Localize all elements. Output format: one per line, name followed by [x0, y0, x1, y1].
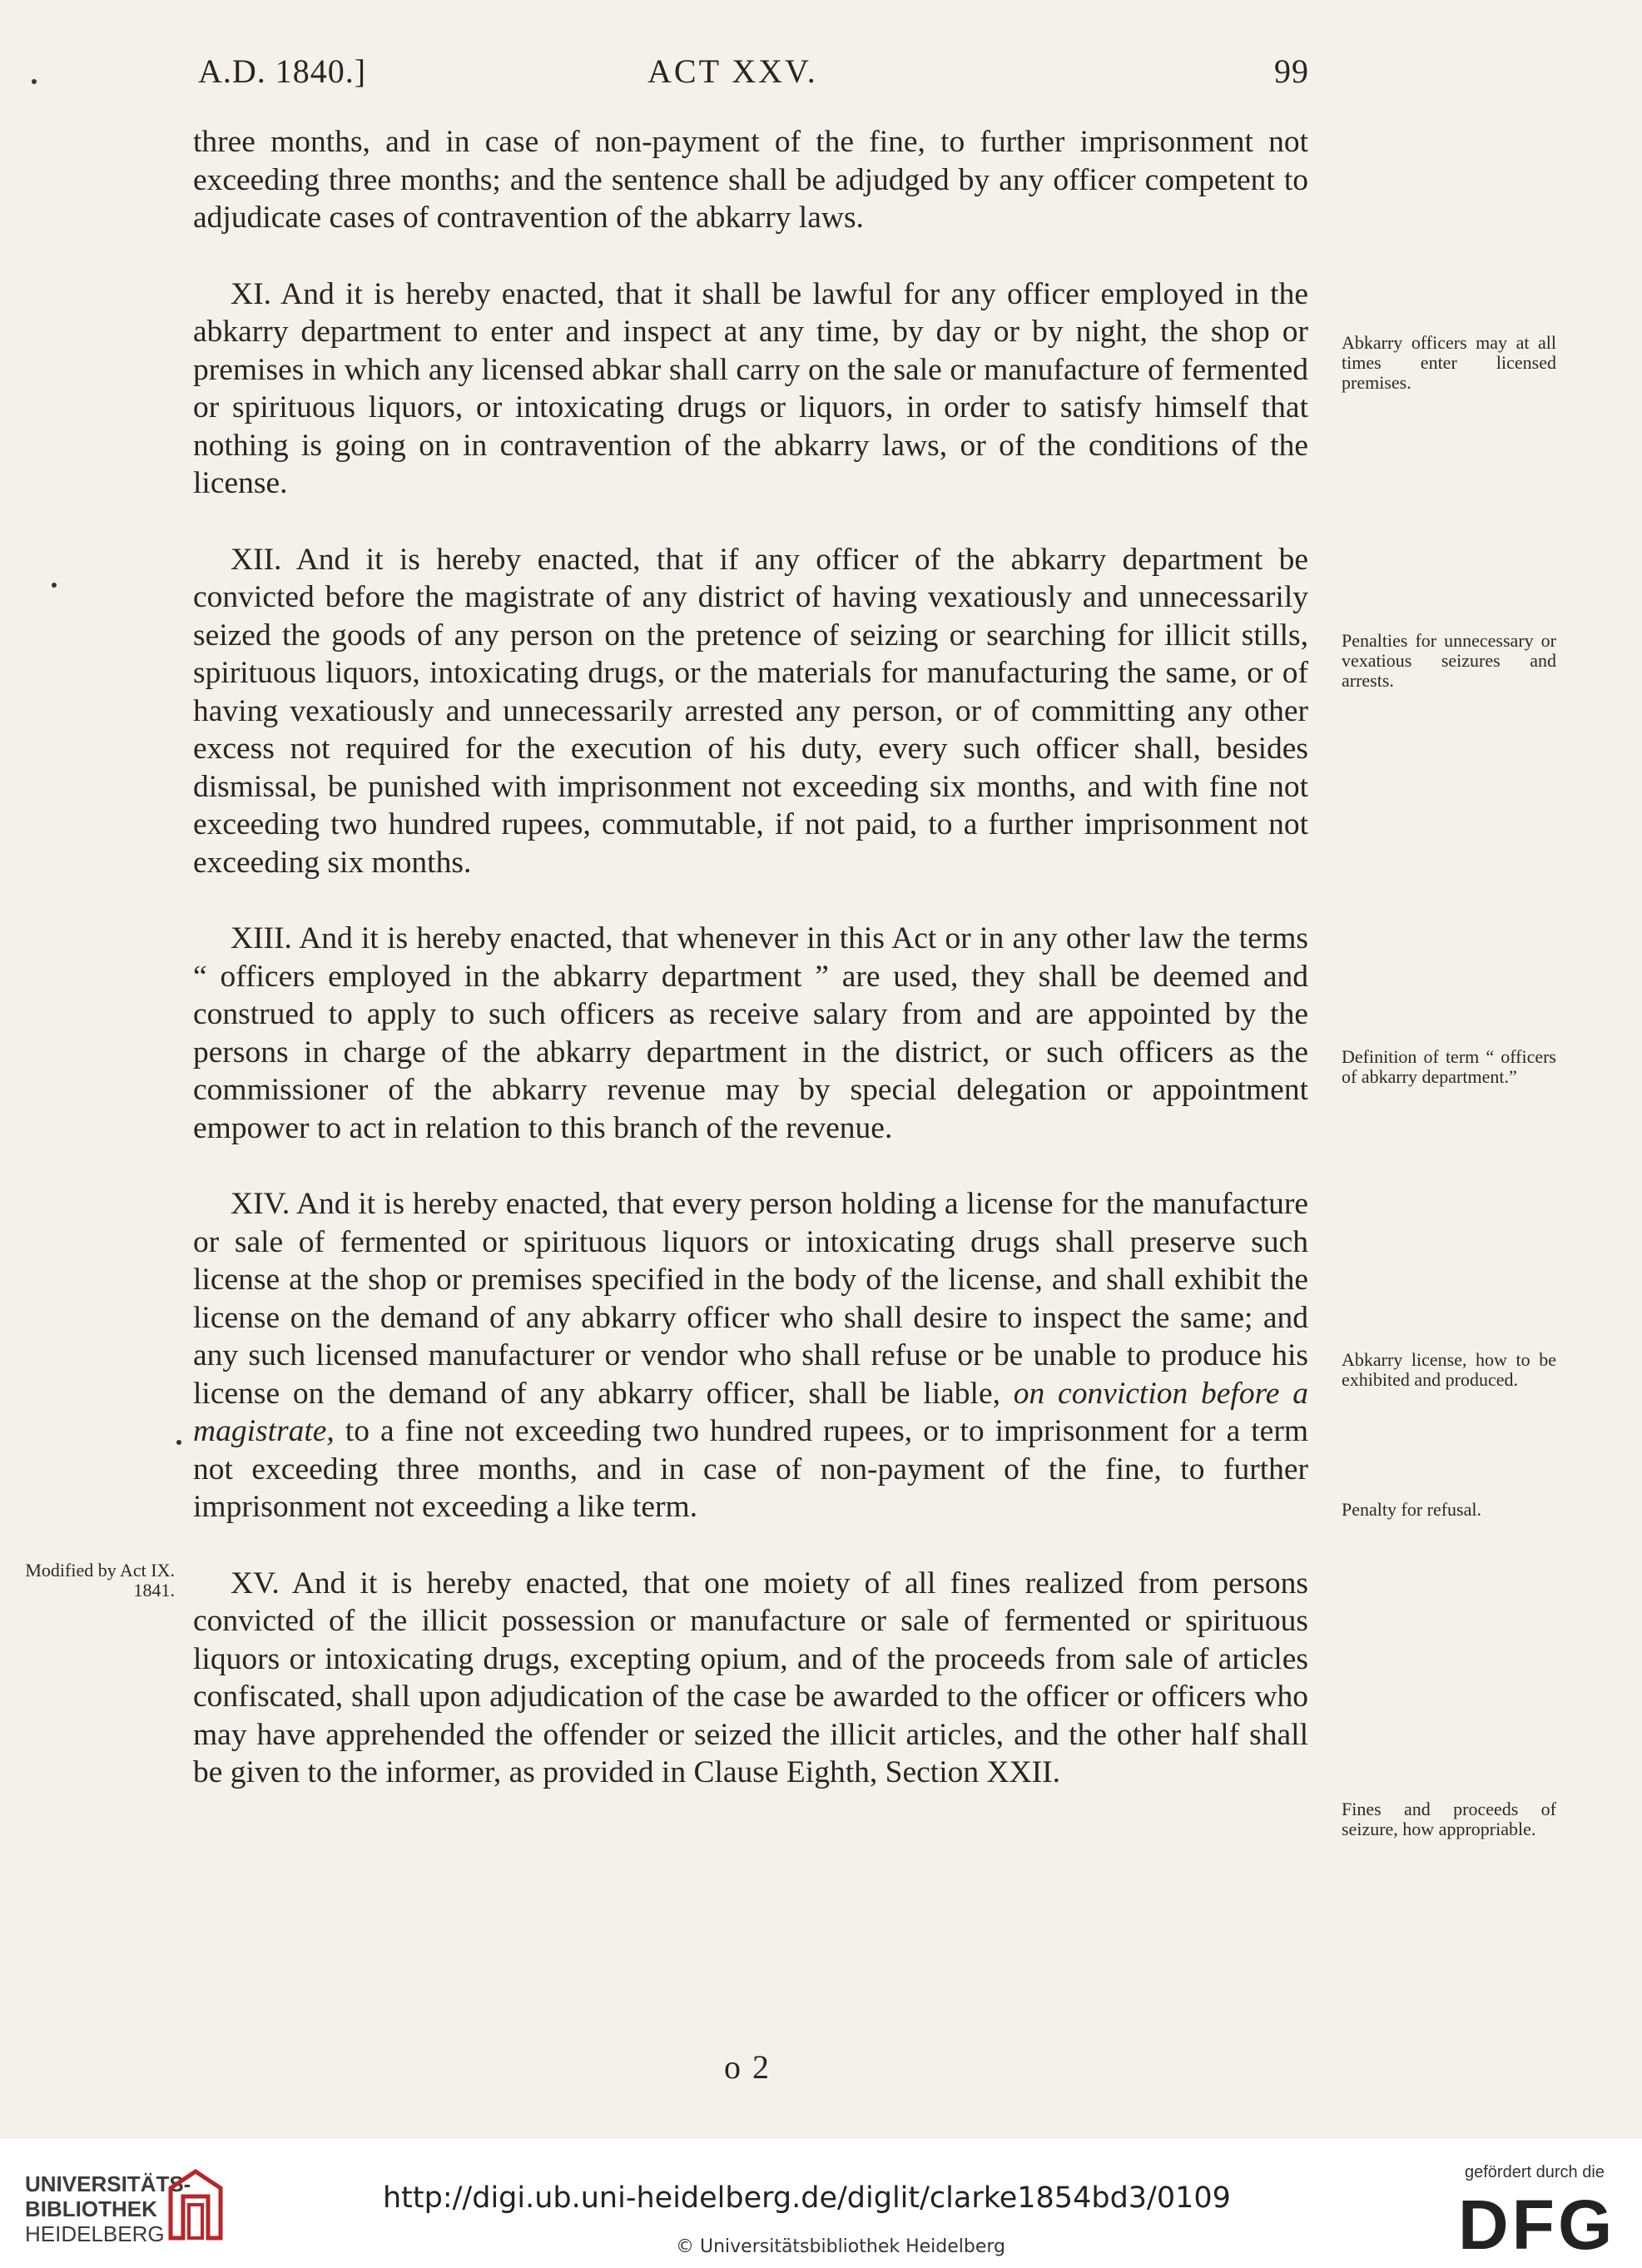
header-date: A.D. 1840.] — [198, 52, 367, 90]
stray-mark — [32, 79, 37, 84]
marginal-note-xiv-penalty: Penalty for refusal. — [1342, 1499, 1481, 1520]
marginal-note-xiii: Definition of term “ officers of abkarry department.” — [1342, 1046, 1556, 1087]
header-act-title: ACT XXV. — [647, 52, 818, 90]
stray-mark — [52, 583, 57, 588]
signature-mark: o 2 — [724, 2048, 771, 2086]
paragraph-xiii: XIII. And it is hereby enacted, that whenever in this Act or in any other law the terms “ officers employed in the abkarry department ” are used, they shall be deemed and construed to apply to such officers as receive salary from and are appointed by the persons in charge of the abkarry department in the district, or such officers as the commissioner of the abkarry revenue may by special delegation or appointment empower to act in relation to this branch of the revenue. — [193, 921, 1308, 1145]
paragraph-xii: XII. And it is hereby enacted, that if any officer of the abkarry department be convicted before the magistrate of any district of having vexatiously and unnecessarily seized the goods of any person on the pretence of seizing or searching for illicit stills, spirituous liquors, intoxicating drugs, or the materials for manufacturing the same, or of having vexatiously and unnecessarily arrested any person, or of committing any other excess not required for the execution of his duty, every such officer shall, besides dismissal, be punished with imprisonment not exceeding six months, and with fine not exceeding two hundred rupees, commutable, if not paid, to a further imprisonment not exceeding six months. — [193, 542, 1308, 880]
paragraph-xiv — [193, 1185, 1308, 1526]
library-footer — [0, 2137, 1642, 2268]
paragraph-xi: XI. And it is hereby enacted, that it shall be lawful for any officer employed in the abkarry department to enter and inspect at any time, by day or by night, the shop or premises in which any licensed abkar shall carry on the sale or manufacture of fermented or spirituous liquors, or intoxicating drugs or liquors, in order to satisfy himself that nothing is going on in contravention of the abkarry laws, or of the conditions of the license. — [193, 276, 1308, 500]
paragraph-xiv-part-b: to a fine not exceeding two hundred rupees, or to imprisonment for a term not exceeding three months, and in case of non-payment of the fine, to further imprisonment not exceeding a like term. — [193, 1414, 1308, 1524]
paragraph-xiv-italic: on conviction before a magistrate, — [193, 1376, 1308, 1448]
marginal-note-xi: Abkarry officers may at all times enter licensed premises. — [1342, 332, 1556, 393]
marginal-note-xii: Penalties for unnecessary or vexatious seizures and arrests. — [1342, 630, 1556, 691]
permalink-url[interactable]: http://digi.ub.uni-heidelberg.de/diglit/clarke1854bd3/0109 — [383, 2181, 1231, 2215]
paragraph-x-end: three months, and in case of non-payment of the fine, to further imprisonment not exceeding three months; and the sentence shall be adjudged by any officer competent to adjudicate cases of contravention of the abkarry laws. — [193, 125, 1308, 235]
marginal-note-xv: Fines and proceeds of seizure, how appropriable. — [1342, 1799, 1556, 1839]
copyright-notice: © Universitätsbibliothek Heidelberg — [676, 2236, 1006, 2257]
library-name-line: UNIVERSITÄTS- — [25, 2171, 191, 2196]
marginal-note-xiv-left: Modified by Act IX. 1841. — [25, 1560, 175, 1601]
header-page-number: 99 — [1274, 52, 1309, 90]
funding-caption: gefördert durch die — [1465, 2163, 1605, 2181]
paragraph-xiv-part-a: XIV. And it is hereby enacted, that every person holding a license for the manufacture or sale of fermented or spirituous liquors or intoxicating drugs shall preserve such license at the shop or premises specified in the body of the license, and shall exhibit the license on the demand of any abkarry officer who shall desire to inspect the same; and any such licensed manufacturer or vendor who shall refuse or be unable to produce his license on the demand of any abkarry officer, shall be liable, — [193, 1187, 1308, 1411]
paragraph-xv: XV. And it is hereby enacted, that one moiety of all fines realized from persons convicted of the illicit possession or manufacture or sale of fermented or spirituous liquors or intoxicating drugs, excepting opium, and of the proceeds from sale of articles confiscated, shall upon adjudication of the case be awarded to the officer or officers who may have apprehended the offender or seized the illicit articles, and the other half shall be given to the informer, as provided in Clause Eighth, Section XXII. — [193, 1566, 1308, 1789]
stray-mark — [176, 1440, 181, 1445]
running-header — [198, 52, 1309, 102]
marginal-note-xiv: Abkarry license, how to be exhibited and produced. — [1342, 1349, 1556, 1390]
library-name-line: BIBLIOTHEK — [25, 2196, 157, 2221]
body-text — [193, 123, 1308, 1830]
library-logo-icon — [162, 2163, 229, 2246]
library-name-line: HEIDELBERG — [25, 2221, 165, 2246]
dfg-logo-icon: DFG — [1458, 2186, 1616, 2264]
